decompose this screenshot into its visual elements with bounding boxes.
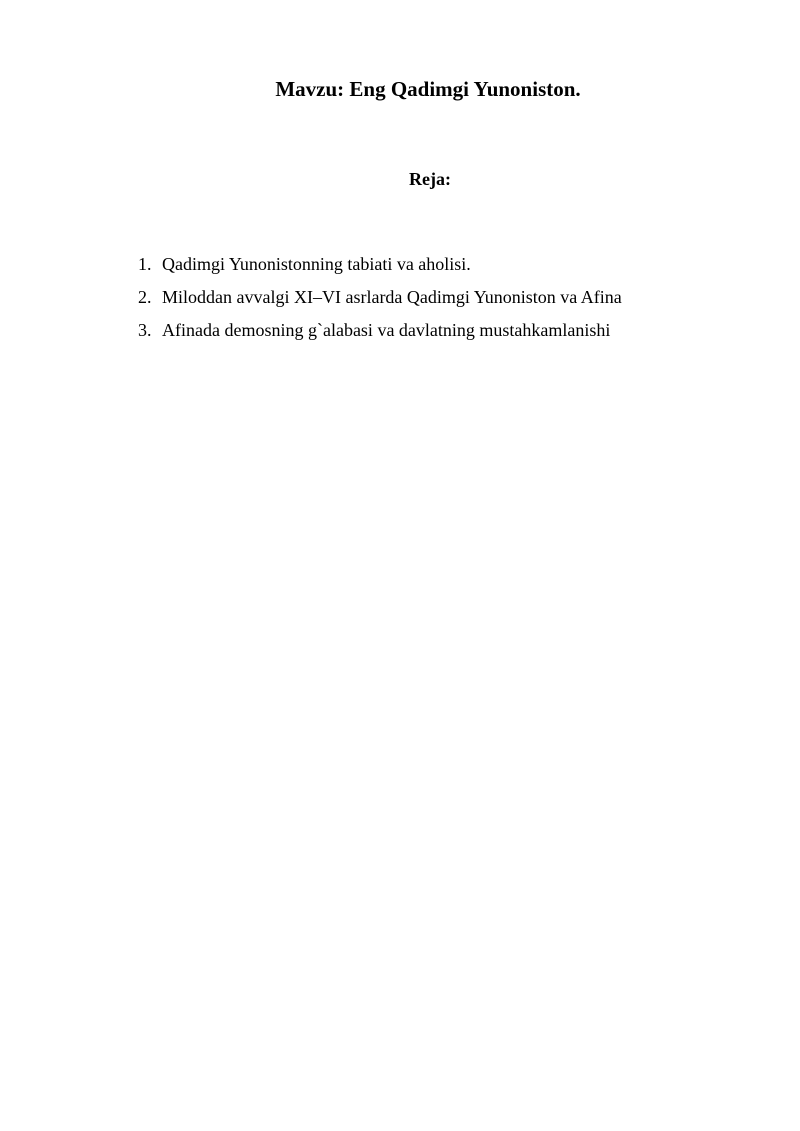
plan-heading: Reja: [409,169,451,189]
list-item-text: Qadimgi Yunonistonning tabiati va aholisi. [162,254,471,274]
plan-list [138,253,622,352]
list-item-number: 3. [138,320,152,340]
list-item-text: Miloddan avvalgi XI–VI asrlarda Qadimgi Yunoniston va Afina [162,287,622,307]
list-item [138,319,622,352]
list-item-number: 1. [138,254,152,274]
list-item [138,286,622,319]
page-title: Mavzu: Eng Qadimgi Yunoniston. [275,77,581,101]
list-item-number: 2. [138,287,152,307]
list-item [138,253,622,286]
list-item-text: Afinada demosning g`alabasi va davlatning mustahkamlanishi [162,320,611,340]
